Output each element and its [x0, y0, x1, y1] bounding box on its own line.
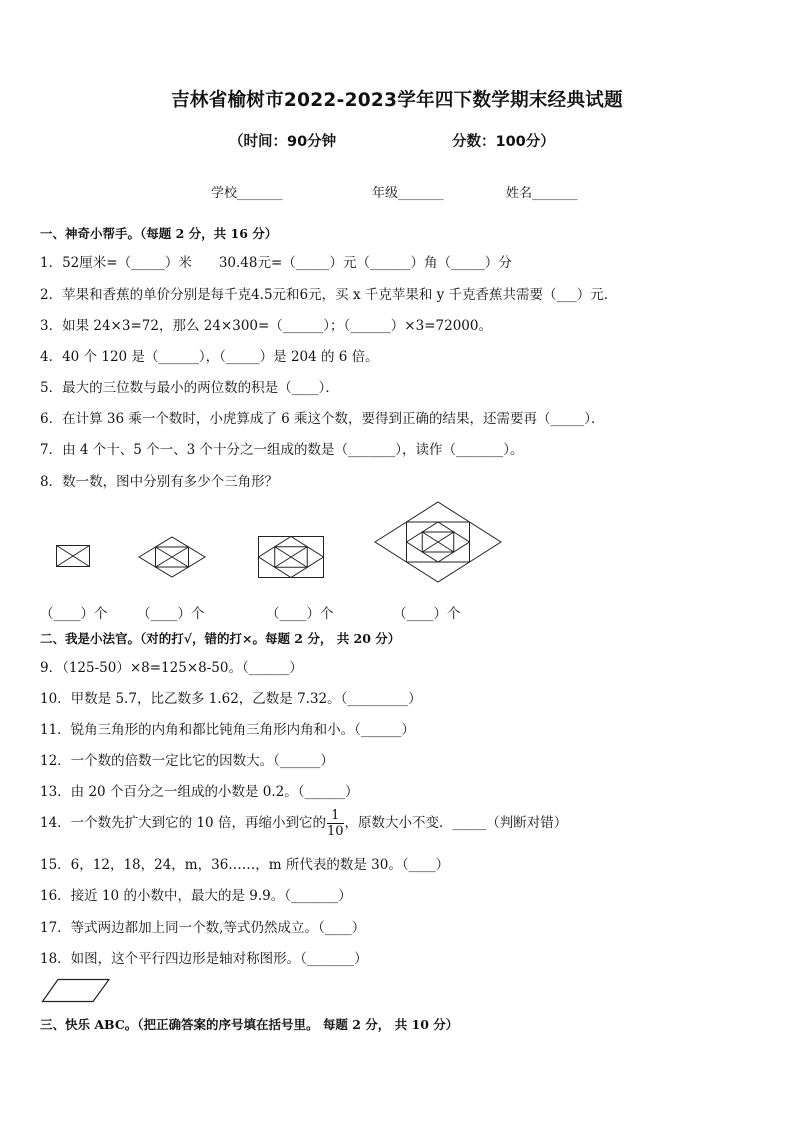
question-4: 4．40 个 120 是（______），（_____）是 204 的 6 倍。: [40, 349, 379, 365]
exam-time: （时间：90分钟: [229, 134, 337, 150]
question-1: 1．52厘米=（_____）米 30.48元=（_____）元（______）角（_____）分: [40, 255, 512, 271]
exam-score: 分数：100分）: [452, 134, 555, 150]
question-5: 5．最大的三位数与最小的两位数的积是（____）．: [40, 380, 339, 396]
section-2-heading: 二、我是小法官。（对的打√，错的打×。每题 2 分， 共 20 分）: [40, 631, 401, 646]
question-3: 3．如果 24×3=72，那么 24×300=（______）；（______）×3=72000。: [40, 318, 492, 334]
question-14-text-b: ，原数大小不变．_____（判断对错）: [344, 815, 568, 831]
section-3-heading: 三、快乐 ABC。（把正确答案的序号填在括号里。 每题 2 分， 共 10 分）: [40, 1017, 459, 1032]
figure-2-diamond: [139, 537, 205, 577]
figure-4-answer: （____）个: [393, 606, 461, 622]
figure-1-rect-x: [56, 545, 90, 567]
figure-4-nested-diamond: [375, 502, 501, 582]
school-field: 学校_______: [211, 186, 283, 201]
figure-3-answer: （____）个: [266, 606, 334, 622]
question-15: 15．6，12，18，24，m，36……，m 所代表的数是 30。（____）: [40, 857, 450, 873]
question-6: 6．在计算 36 乘一个数时，小虎算成了 6 乘这个数，要得到正确的结果，还需要再（_____）．: [40, 411, 605, 427]
question-11: 11．锐角三角形的内角和都比钝角三角形内角和小。（______）: [40, 722, 415, 738]
question-12: 12．一个数的倍数一定比它的因数大。（______）: [40, 753, 334, 769]
fraction-numerator: 1: [327, 809, 344, 824]
fraction-denominator: 10: [326, 824, 344, 839]
question-13: 13．由 20 个百分之一组成的小数是 0.2。（______）: [40, 784, 359, 800]
name-field: 姓名_______: [506, 186, 578, 201]
figure-2-answer: （____）个: [137, 606, 205, 622]
question-17: 17．等式两边都加上同一个数,等式仍然成立。（____）: [40, 920, 366, 936]
question-14: [40, 806, 567, 840]
question-14-text-a: 14．一个数先扩大到它的 10 倍，再缩小到它的: [40, 815, 326, 831]
question-2: 2．苹果和香蕉的单价分别是每千克4.5元和6元，买 x 千克苹果和 y 千克香蕉共需要（___）元．: [40, 287, 618, 303]
fraction-one-tenth: [327, 809, 344, 838]
grade-field: 年级_______: [372, 186, 444, 201]
figure-1-answer: （____）个: [40, 606, 108, 622]
question-9: 9．（125-50）×8=125×8-50。（______）: [40, 660, 303, 676]
question-7: 7．由 4 个十、5 个一、3 个十分之一组成的数是（_______），读作（_______）。: [40, 442, 524, 458]
page-title: 吉林省榆树市2022-2023学年四下数学期末经典试题: [171, 90, 623, 111]
question-16: 16．接近 10 的小数中，最大的是 9.9。（_______）: [40, 888, 352, 904]
question-18: 18．如图，这个平行四边形是轴对称图形。（_______）: [40, 951, 368, 967]
figure-3-rect-diamond: [258, 536, 324, 578]
section-1-heading: 一、神奇小帮手。（每题 2 分，共 16 分）: [40, 226, 278, 241]
question-8: 8．数一数，图中分别有多少个三角形？: [40, 474, 279, 490]
parallelogram-figure: [42, 979, 110, 1002]
question-10: 10．甲数是 5.7，比乙数多 1.62，乙数是 7.32。（_________）: [40, 691, 422, 707]
